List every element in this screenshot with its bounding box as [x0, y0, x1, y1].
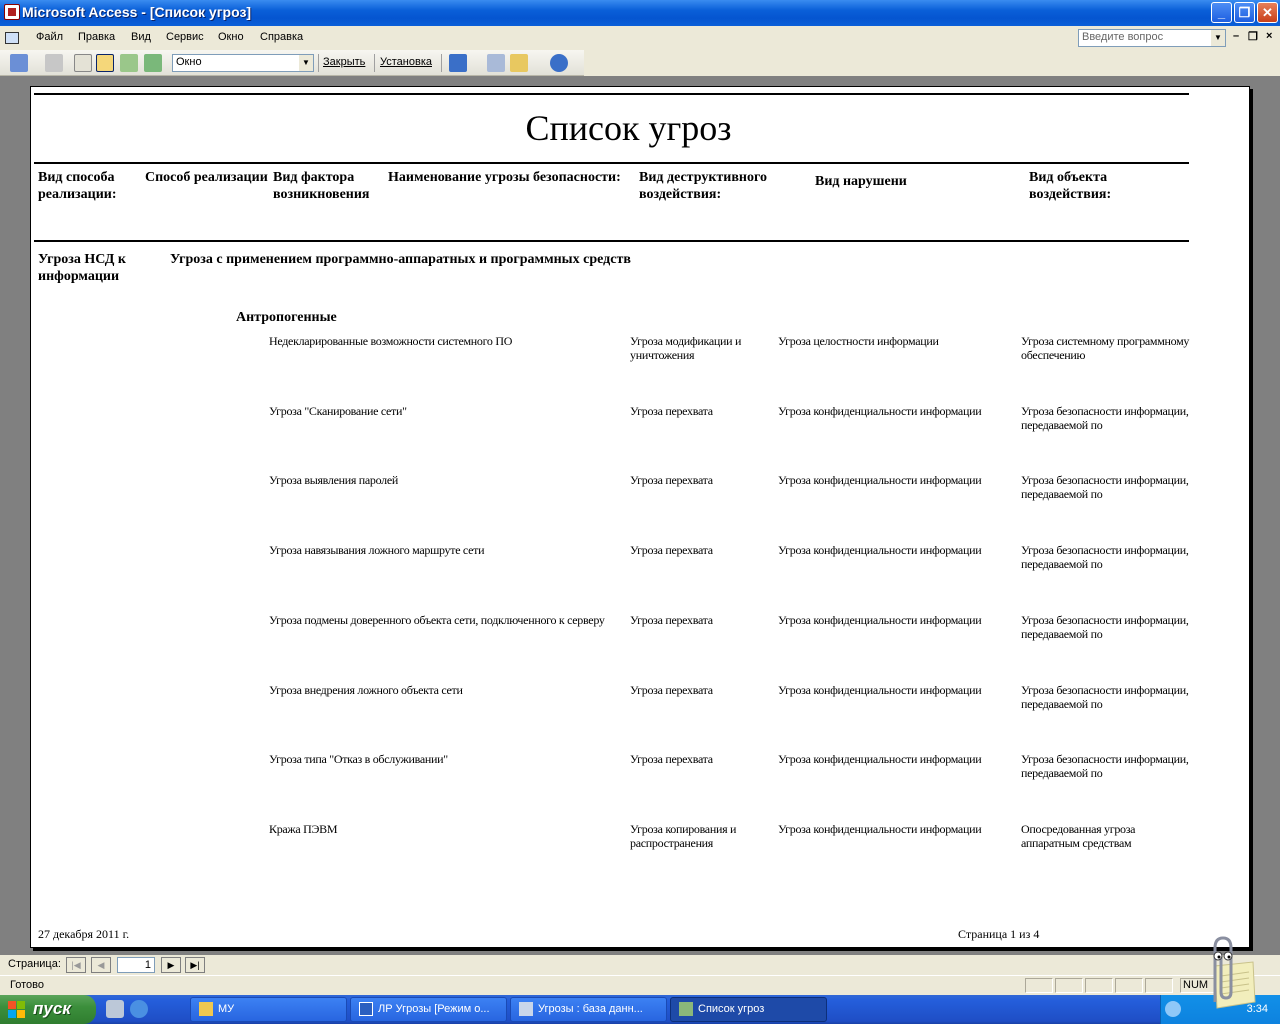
cell-violation-type: Угроза конфиденциальности информации [778, 543, 982, 557]
close-preview-button[interactable]: Закрыть [323, 56, 366, 68]
cell-violation-type: Угроза конфиденциальности информации [778, 613, 982, 627]
zoom-value: Окно [176, 56, 202, 68]
header-factor-type: Вид фактора возникновения [273, 170, 370, 202]
cell-object-type: Угроза безопасности информации, передаваемой по [1021, 404, 1189, 432]
cell-destructive-type: Угроза перехвата [630, 613, 713, 627]
one-page-icon[interactable] [96, 54, 114, 72]
cell-destructive-type: Угроза копирования и распространения [630, 822, 737, 850]
chevron-down-icon[interactable]: ▼ [299, 55, 313, 71]
two-pages-icon[interactable] [120, 54, 138, 72]
group-impl-method: Угроза с применением программно-аппаратных и программных средств [170, 252, 631, 267]
window-title: Microsoft Access - [Список угроз] [22, 4, 252, 20]
page-number-input[interactable]: 1 [117, 957, 155, 973]
folder-icon [199, 1002, 213, 1016]
status-cell [1115, 978, 1143, 993]
header-rule [34, 162, 1189, 164]
menu-edit[interactable]: Правка [78, 31, 116, 43]
internet-explorer-icon[interactable] [130, 1000, 148, 1018]
windows-logo-icon [8, 1001, 26, 1019]
header-threat-name: Наименование угрозы безопасности: [388, 170, 621, 185]
report-page-number: Страница 1 из 4 [958, 927, 1040, 941]
report-title: Список угроз [525, 108, 732, 148]
header-violation-type: Вид нарушени [815, 174, 907, 189]
report-page [30, 86, 1250, 948]
database-icon [519, 1002, 533, 1016]
cell-destructive-type: Угроза перехвата [630, 404, 713, 418]
minimize-button[interactable]: _ [1211, 2, 1232, 23]
task-label: Угрозы : база данн... [538, 1003, 643, 1015]
cell-threat-name: Угроза выявления паролей [269, 473, 398, 487]
task-folder-mu[interactable] [190, 997, 347, 1022]
word-icon [359, 1002, 373, 1016]
help-question-input[interactable] [1078, 29, 1226, 47]
header-destructive-type: Вид деструктивного воздействия: [639, 170, 767, 202]
zoom-select[interactable] [172, 54, 314, 72]
multiple-pages-icon[interactable] [144, 54, 162, 72]
cell-destructive-type: Угроза перехвата [630, 752, 713, 766]
cell-violation-type: Угроза целостности информации [778, 334, 939, 348]
menu-window[interactable]: Окно [218, 31, 244, 43]
tray-collapse-icon[interactable] [1165, 1001, 1181, 1017]
start-button[interactable] [0, 995, 96, 1024]
cell-violation-type: Угроза конфиденциальности информации [778, 683, 982, 697]
cell-threat-name: Угроза внедрения ложного объекта сети [269, 683, 463, 697]
menu-help[interactable]: Справка [260, 31, 304, 43]
num-lock-indicator: NUM [1180, 978, 1220, 993]
doc-close-button[interactable]: × [1266, 30, 1273, 42]
task-word-document[interactable] [350, 997, 507, 1022]
close-button[interactable]: ✕ [1257, 2, 1278, 23]
menu-file[interactable]: Файл [36, 31, 64, 43]
document-window-icon[interactable] [3, 30, 27, 46]
task-label: ЛР Угрозы [Режим о... [378, 1003, 490, 1015]
cell-violation-type: Угроза конфиденциальности информации [778, 822, 982, 836]
quick-launch-desktop-icon[interactable] [106, 1000, 124, 1018]
title-bar [0, 0, 1280, 26]
group-rule [34, 240, 1189, 242]
first-page-icon[interactable]: |◀ [66, 957, 86, 973]
prev-page-icon[interactable]: ◀ [91, 957, 111, 973]
start-label: пуск [33, 999, 71, 1018]
cell-threat-name: Угроза подмены доверенного объекта сети, подключенного к серверу [269, 613, 605, 627]
office-links-icon[interactable] [449, 54, 467, 72]
cell-object-type: Угроза безопасности информации, передаваемой по [1021, 752, 1189, 780]
cell-violation-type: Угроза конфиденциальности информации [778, 752, 982, 766]
doc-minimize-button[interactable]: – [1233, 30, 1240, 42]
new-object-icon[interactable] [510, 54, 528, 72]
office-assistant-clippy[interactable] [1195, 932, 1259, 1012]
status-text: Готово [10, 979, 44, 991]
cell-threat-name: Угроза "Сканирование сети" [269, 404, 407, 418]
cell-destructive-type: Угроза перехвата [630, 473, 713, 487]
access-app-icon[interactable] [4, 4, 20, 20]
chevron-down-icon[interactable]: ▼ [1211, 30, 1225, 46]
status-cell [1025, 978, 1053, 993]
task-report-list[interactable] [670, 997, 827, 1022]
status-cell [1055, 978, 1083, 993]
cell-destructive-type: Угроза перехвата [630, 543, 713, 557]
header-object-type: Вид объекта воздействия: [1029, 170, 1112, 202]
report-date: 27 декабря 2011 г. [38, 927, 130, 941]
cell-object-type: Угроза системному программному обеспечению [1021, 334, 1190, 362]
cell-threat-name: Угроза навязывания ложного маршруте сети [269, 543, 485, 557]
database-window-icon[interactable] [487, 54, 505, 72]
next-page-icon[interactable]: ▶ [161, 957, 181, 973]
cell-object-type: Опосредованная угроза аппаратным средствам [1021, 822, 1136, 850]
page-setup-button[interactable]: Установка [380, 56, 432, 68]
group-impl-type: Угроза НСД к информации [38, 252, 126, 284]
status-cell [1085, 978, 1113, 993]
cell-threat-name: Недекларированные возможности системного ПО [269, 334, 513, 348]
doc-restore-button[interactable]: ❐ [1248, 31, 1258, 43]
cell-object-type: Угроза безопасности информации, передаваемой по [1021, 613, 1189, 641]
toolbar-separator [374, 54, 375, 72]
header-impl-type: Вид способа реализации: [38, 170, 117, 202]
zoom-magnifier-icon[interactable] [74, 54, 92, 72]
header-impl-method: Способ реализации [145, 170, 268, 185]
design-view-icon[interactable] [10, 54, 28, 72]
cell-object-type: Угроза безопасности информации, передаваемой по [1021, 683, 1189, 711]
clock[interactable]: 3:34 [1246, 1003, 1268, 1015]
menu-tools[interactable]: Сервис [166, 31, 204, 43]
cell-violation-type: Угроза конфиденциальности информации [778, 473, 982, 487]
toolbar-background [584, 50, 1280, 76]
print-icon[interactable] [45, 54, 63, 72]
page-nav-label: Страница: [8, 958, 61, 970]
cell-violation-type: Угроза конфиденциальности информации [778, 404, 982, 418]
cell-destructive-type: Угроза модификации и уничтожения [630, 334, 742, 362]
menu-view[interactable]: Вид [131, 31, 151, 43]
top-rule [34, 93, 1189, 95]
cell-destructive-type: Угроза перехвата [630, 683, 713, 697]
toolbar-separator [441, 54, 442, 72]
group-factor-type: Антропогенные [236, 310, 337, 325]
status-cell [1145, 978, 1173, 993]
task-access-database[interactable] [510, 997, 667, 1022]
cell-threat-name: Угроза типа "Отказ в обслуживании" [269, 752, 448, 766]
help-question-placeholder: Введите вопрос [1082, 31, 1164, 43]
task-label: МУ [218, 1003, 235, 1015]
task-label: Список угроз [698, 1003, 765, 1015]
cell-object-type: Угроза безопасности информации, передаваемой по [1021, 543, 1189, 571]
help-icon[interactable] [550, 54, 568, 72]
last-page-icon[interactable]: ▶| [185, 957, 205, 973]
cell-threat-name: Кража ПЭВМ [269, 822, 338, 836]
toolbar-separator [318, 54, 319, 72]
cell-object-type: Угроза безопасности информации, передаваемой по [1021, 473, 1189, 501]
maximize-button[interactable]: ❐ [1234, 2, 1255, 23]
report-icon [679, 1002, 693, 1016]
